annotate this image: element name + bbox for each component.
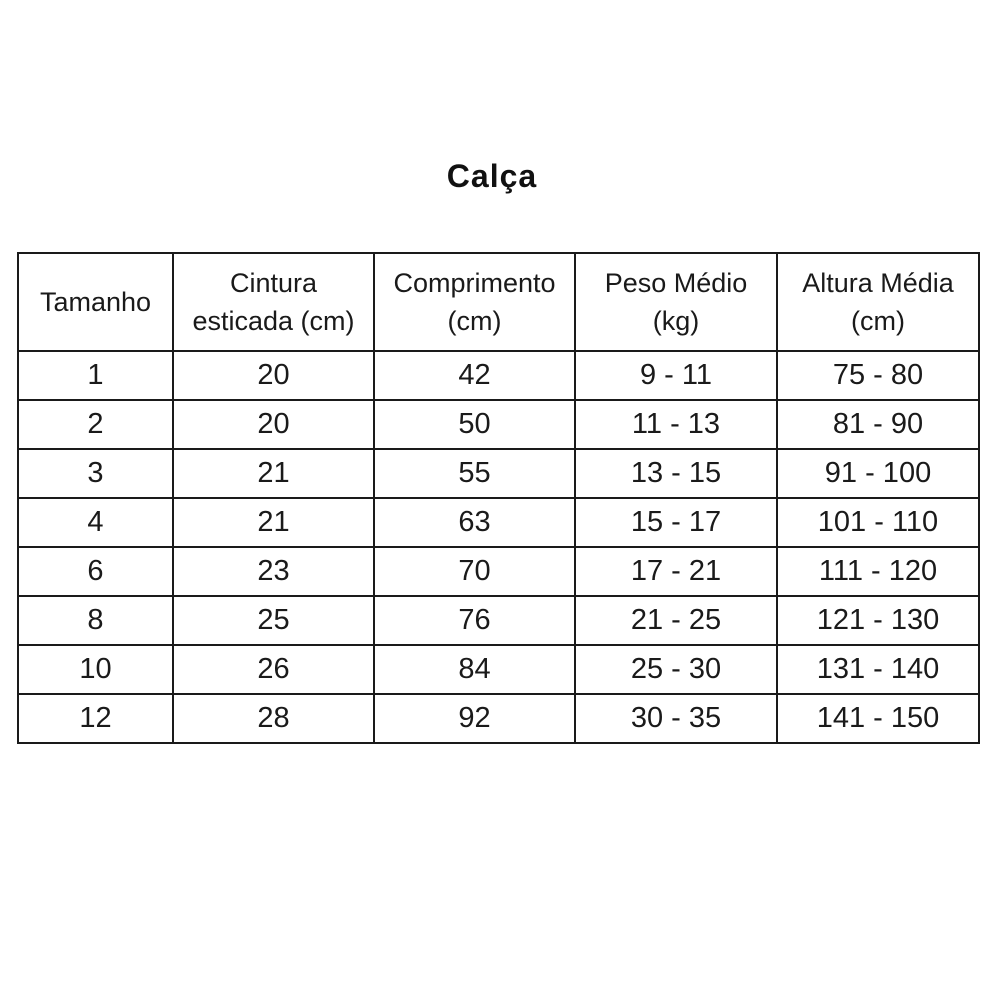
header-altura-line2: (cm) — [851, 306, 905, 336]
header-comprimento-line2: (cm) — [447, 306, 502, 336]
cell-peso: 9 - 11 — [575, 351, 777, 400]
header-tamanho — [18, 253, 173, 351]
cell-cintura: 25 — [173, 596, 374, 645]
table-row — [18, 449, 979, 498]
cell-altura: 101 - 110 — [777, 498, 979, 547]
header-peso-line1: Peso Médio — [604, 268, 748, 298]
cell-altura: 75 - 80 — [777, 351, 979, 400]
cell-cintura: 20 — [173, 400, 374, 449]
cell-comprimento: 76 — [374, 596, 575, 645]
header-peso-line2: (kg) — [652, 306, 700, 336]
cell-comprimento: 70 — [374, 547, 575, 596]
header-tamanho-label: Tamanho — [39, 287, 152, 317]
cell-cintura: 20 — [173, 351, 374, 400]
header-peso — [575, 253, 777, 351]
cell-comprimento: 63 — [374, 498, 575, 547]
cell-altura: 121 - 130 — [777, 596, 979, 645]
cell-peso: 15 - 17 — [575, 498, 777, 547]
cell-cintura: 26 — [173, 645, 374, 694]
cell-tamanho: 2 — [18, 400, 173, 449]
table-row — [18, 645, 979, 694]
cell-altura: 111 - 120 — [777, 547, 979, 596]
header-comprimento — [374, 253, 575, 351]
size-chart-table — [17, 252, 980, 744]
cell-comprimento: 55 — [374, 449, 575, 498]
cell-comprimento: 42 — [374, 351, 575, 400]
cell-cintura: 28 — [173, 694, 374, 743]
table-row — [18, 694, 979, 743]
cell-tamanho: 8 — [18, 596, 173, 645]
table-row — [18, 498, 979, 547]
table-row — [18, 596, 979, 645]
header-comprimento-line1: Comprimento — [393, 268, 556, 298]
page-title: Calça — [446, 158, 538, 194]
header-cintura-line2: esticada (cm) — [192, 306, 355, 336]
cell-peso: 21 - 25 — [575, 596, 777, 645]
cell-peso: 30 - 35 — [575, 694, 777, 743]
cell-tamanho: 4 — [18, 498, 173, 547]
cell-tamanho: 3 — [18, 449, 173, 498]
cell-altura: 131 - 140 — [777, 645, 979, 694]
cell-comprimento: 50 — [374, 400, 575, 449]
cell-peso: 13 - 15 — [575, 449, 777, 498]
table-row — [18, 400, 979, 449]
header-altura — [777, 253, 979, 351]
cell-tamanho: 10 — [18, 645, 173, 694]
table-row — [18, 351, 979, 400]
cell-cintura: 23 — [173, 547, 374, 596]
cell-peso: 17 - 21 — [575, 547, 777, 596]
cell-altura: 141 - 150 — [777, 694, 979, 743]
cell-cintura: 21 — [173, 449, 374, 498]
cell-tamanho: 6 — [18, 547, 173, 596]
cell-tamanho: 1 — [18, 351, 173, 400]
cell-tamanho: 12 — [18, 694, 173, 743]
cell-comprimento: 92 — [374, 694, 575, 743]
cell-comprimento: 84 — [374, 645, 575, 694]
header-altura-line1: Altura Média — [802, 268, 954, 298]
header-cintura — [173, 253, 374, 351]
table-header-row — [18, 253, 979, 351]
cell-altura: 91 - 100 — [777, 449, 979, 498]
cell-cintura: 21 — [173, 498, 374, 547]
cell-peso: 11 - 13 — [575, 400, 777, 449]
cell-altura: 81 - 90 — [777, 400, 979, 449]
table-row — [18, 547, 979, 596]
header-cintura-line1: Cintura — [229, 268, 318, 298]
cell-peso: 25 - 30 — [575, 645, 777, 694]
